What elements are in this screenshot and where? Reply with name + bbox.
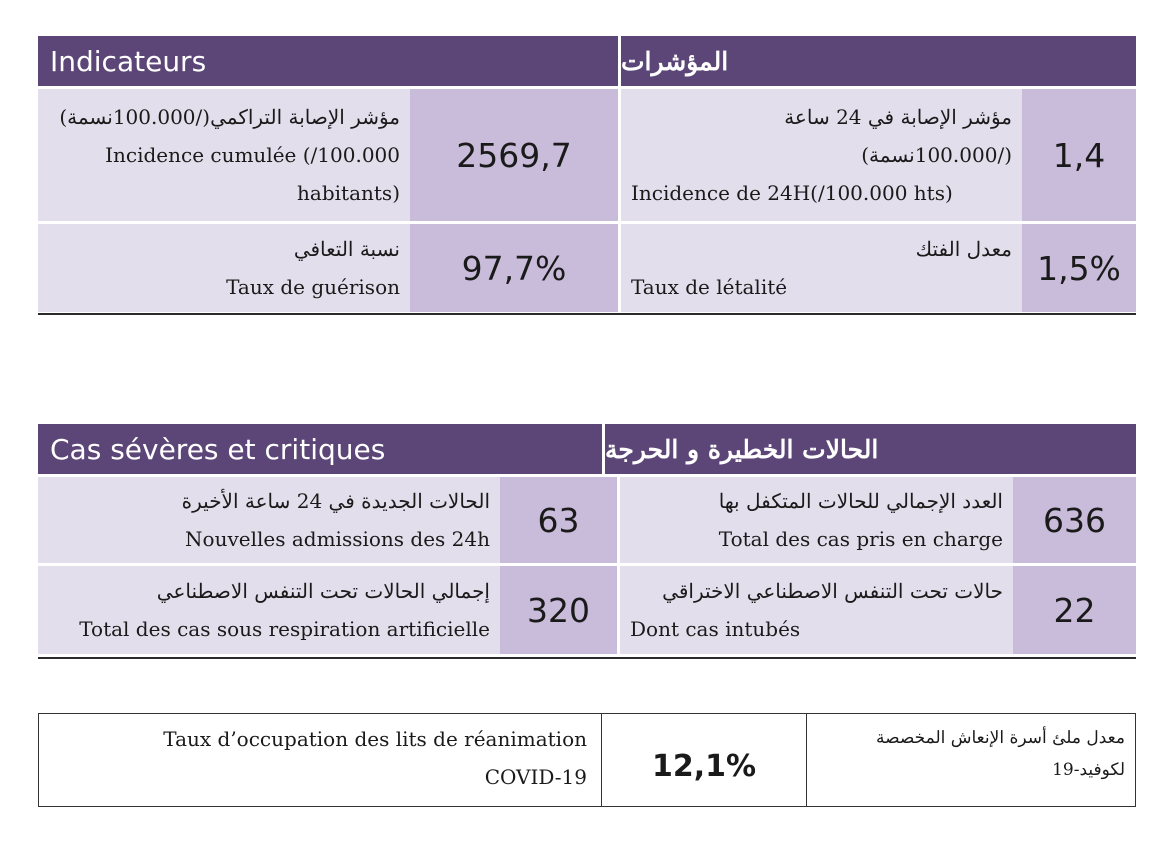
severe-cases-table: [38, 424, 1136, 654]
label-fr: Total des cas pris en charge: [718, 527, 1003, 551]
label-ar: معدل الفتك: [915, 237, 1012, 261]
severe-title-ar: الحالات الخطيرة و الحرجة: [605, 424, 1136, 474]
table-bottom-rule: [38, 313, 1136, 315]
label-ar: مؤشر الإصابة في 24 ساعة (/100.000نسمة): [784, 105, 1012, 167]
indicators-title-ar: المؤشرات: [621, 36, 1136, 86]
label-fr: Nouvelles admissions des 24h: [185, 527, 490, 551]
recovery-rate-label: [38, 224, 410, 312]
label-fr: Taux de létalité: [631, 275, 788, 299]
incidence-24h-label: [621, 89, 1022, 221]
occupancy-label-ar: معدل ملئ أسرة الإنعاش المخصصة لكوفيد-19: [876, 728, 1125, 780]
occupancy-label-line1: Taux d’occupation des lits de réanimation: [163, 727, 587, 751]
occupancy-value: 12,1%: [602, 714, 807, 806]
table-row: [38, 89, 1136, 221]
indicators-table: [38, 36, 1136, 312]
occupancy-label-line2: COVID-19: [484, 765, 587, 789]
total-cases-value: 636: [1013, 477, 1136, 563]
severe-title-fr: Cas sévères et critiques: [38, 424, 602, 474]
artificial-respiration-value: 320: [500, 566, 617, 654]
incidence-24h-value: 1,4: [1022, 89, 1136, 221]
intubated-label: [620, 566, 1013, 654]
total-cases-label: [620, 477, 1013, 563]
table-row: [38, 224, 1136, 312]
cumulative-incidence-label: [38, 89, 410, 221]
recovery-rate-value: 97,7%: [410, 224, 618, 312]
cumulative-incidence-value: 2569,7: [410, 89, 618, 221]
label-fr: Total des cas sous respiration artificielle: [79, 617, 490, 641]
lethality-rate-label: [621, 224, 1022, 312]
table-bottom-rule: [38, 657, 1136, 659]
table-row: [38, 477, 1136, 563]
occupancy-table: [38, 713, 1136, 807]
intubated-value: 22: [1013, 566, 1136, 654]
artificial-respiration-label: [38, 566, 500, 654]
indicators-header: [38, 36, 1136, 86]
severe-header: [38, 424, 1136, 474]
table-row: [38, 566, 1136, 654]
label-fr: Dont cas intubés: [630, 617, 801, 641]
label-ar: الحالات الجديدة في 24 ساعة الأخيرة: [181, 489, 490, 513]
label-fr: Incidence de 24H(/100.000 hts): [631, 181, 953, 205]
label-ar: نسبة التعافي: [293, 237, 400, 261]
label-ar: حالات تحت التنفس الاصطناعي الاختراقي: [662, 579, 1003, 603]
label-ar: مؤشر الإصابة التراكمي(/100.000نسمة): [59, 105, 400, 129]
label-fr: Taux de guérison: [226, 275, 400, 299]
lethality-rate-value: 1,5%: [1022, 224, 1136, 312]
label-fr: Incidence cumulée (/100.000 habitants): [105, 143, 400, 205]
label-ar: العدد الإجمالي للحالات المتكفل بها: [718, 489, 1003, 513]
indicators-title-fr: Indicateurs: [38, 36, 618, 86]
new-admissions-value: 63: [500, 477, 617, 563]
occupancy-label-fr: [39, 714, 602, 806]
new-admissions-label: [38, 477, 500, 563]
label-ar: إجمالي الحالات تحت التنفس الاصطناعي: [156, 579, 490, 603]
